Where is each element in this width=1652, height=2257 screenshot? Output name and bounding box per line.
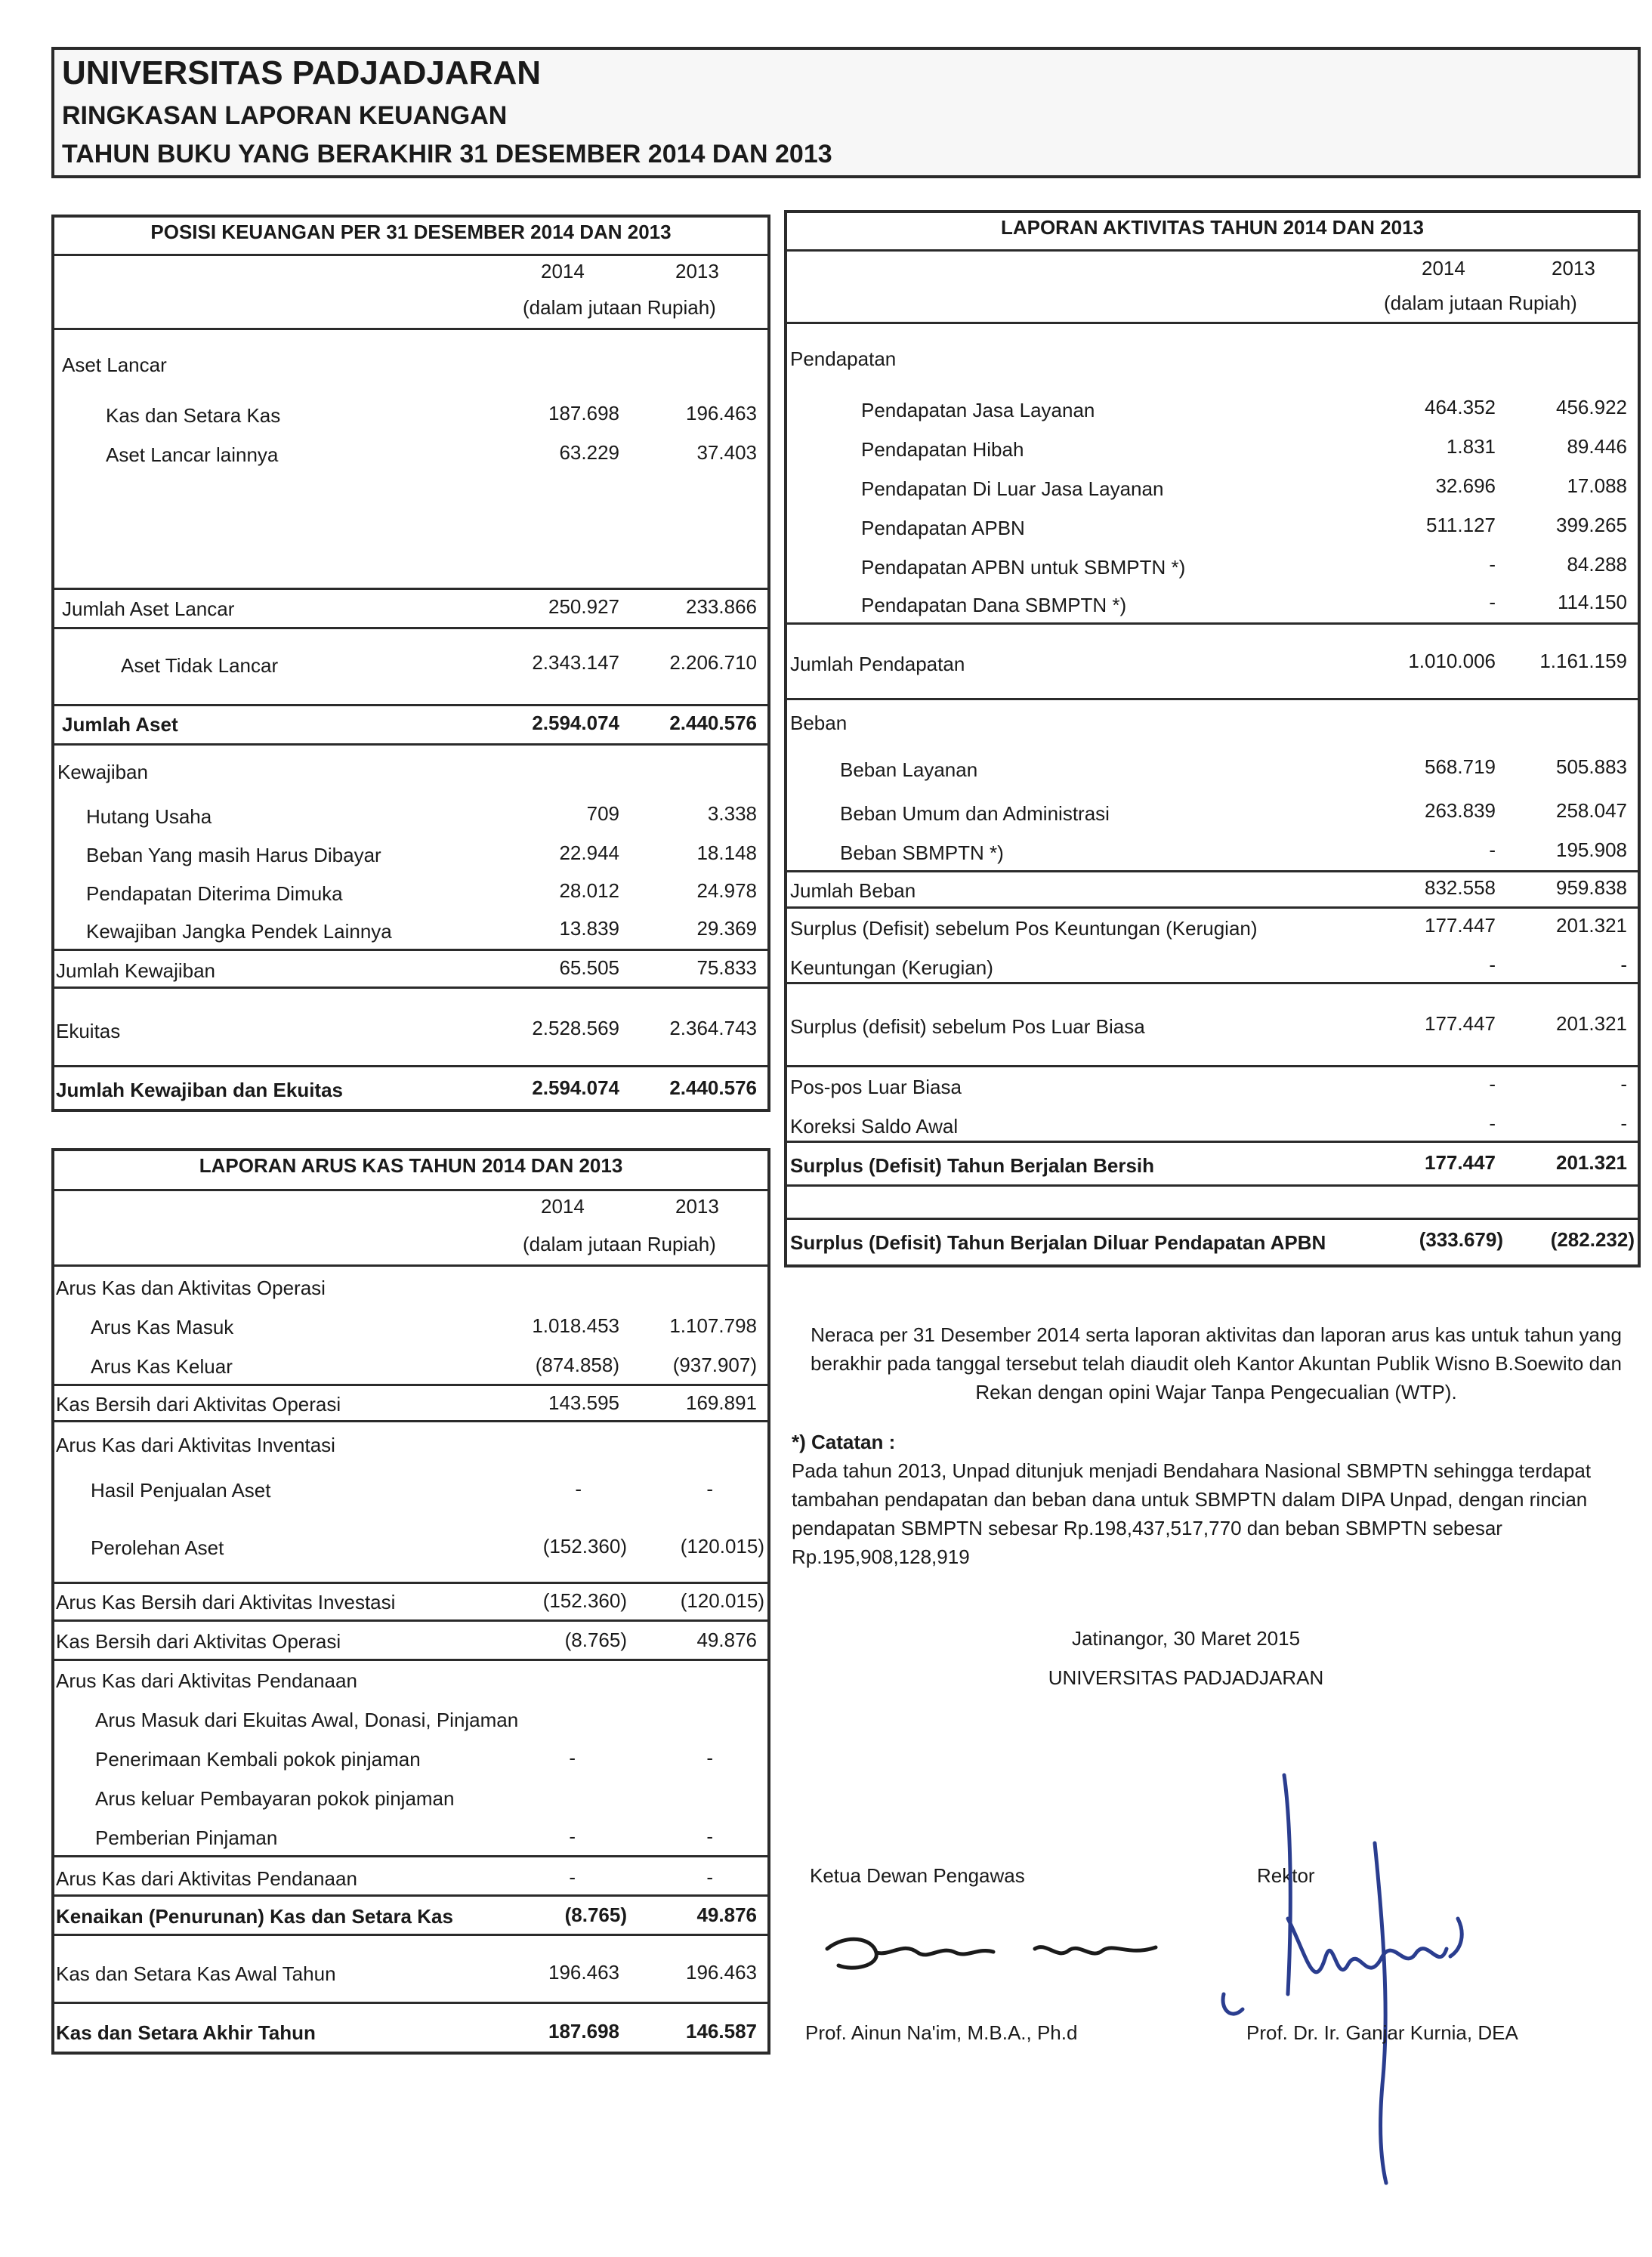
dana-sbmptn-label: Pendapatan Dana SBMPTN *) bbox=[861, 594, 1127, 616]
jumlah-beban-label: Jumlah Beban bbox=[790, 879, 916, 902]
aruskas-year-2013: 2013 bbox=[675, 1195, 719, 1218]
beban-bayar-2014: 22.944 bbox=[559, 841, 619, 864]
bersih-operasi2-2014: (8.765) bbox=[564, 1629, 627, 1651]
keuntungan-2014: - bbox=[1489, 953, 1496, 976]
pendapatan-heading: Pendapatan bbox=[790, 347, 897, 370]
jumlah-aset-lancar-2013: 233.866 bbox=[686, 595, 757, 618]
audit-line-3: Rekan dengan opini Wajar Tanpa Pengecualian (WTP). bbox=[975, 1381, 1457, 1403]
kew-lain-2014: 13.839 bbox=[559, 917, 619, 940]
jumlah-aset-lancar-2014: 250.927 bbox=[548, 595, 619, 618]
report-period: TAHUN BUKU YANG BERAKHIR 31 DESEMBER 2014 DAN 2013 bbox=[62, 140, 832, 168]
beban-bayar-2013: 18.148 bbox=[696, 841, 757, 864]
operasi-heading: Arus Kas dan Aktivitas Operasi bbox=[56, 1277, 326, 1299]
apbn-2014: 511.127 bbox=[1425, 514, 1496, 536]
role-rektor: Rektor bbox=[1257, 1864, 1315, 1887]
akhir-2014: 187.698 bbox=[548, 2020, 619, 2042]
koreksi-label: Koreksi Saldo Awal bbox=[790, 1115, 959, 1138]
beban-layanan-2013: 505.883 bbox=[1556, 755, 1627, 778]
report-subtitle: RINGKASAN LAPORAN KEUANGAN bbox=[62, 101, 508, 130]
hibah-label: Pendapatan Hibah bbox=[861, 438, 1024, 461]
jumlah-aset-2013: 2.440.576 bbox=[669, 712, 757, 734]
name-ketua: Prof. Ainun Na'im, M.B.A., Ph.d bbox=[805, 2021, 1078, 2044]
pend-dimuka-label: Pendapatan Diterima Dimuka bbox=[86, 882, 343, 905]
perolehan-2014: (152.360) bbox=[542, 1535, 627, 1558]
institution-name: UNIVERSITAS PADJADJARAN bbox=[1048, 1666, 1324, 1689]
aktivitas-year-2014: 2014 bbox=[1422, 257, 1465, 279]
surplus-bersih-label: Surplus (Defisit) Tahun Berjalan Bersih bbox=[790, 1154, 1155, 1177]
university-title: UNIVERSITAS PADJADJARAN bbox=[62, 54, 542, 91]
masuk-label: Arus Kas Masuk bbox=[91, 1316, 234, 1338]
akhir-2013: 146.587 bbox=[686, 2020, 757, 2042]
name-rektor: Prof. Dr. Ir. Ganjar Kurnia, DEA bbox=[1246, 2021, 1518, 2044]
surplus-bersih-2013: 201.321 bbox=[1556, 1151, 1627, 1174]
aset-tidak-lancar-2014: 2.343.147 bbox=[532, 651, 619, 674]
aset-lain-label: Aset Lancar lainnya bbox=[106, 443, 279, 466]
awal-2014: 196.463 bbox=[548, 1961, 619, 1984]
bersih-investasi-2014: (152.360) bbox=[542, 1589, 627, 1612]
aktivitas-title: LAPORAN AKTIVITAS TAHUN 2014 DAN 2013 bbox=[1000, 216, 1425, 239]
audit-line-2: berakhir pada tanggal tersebut telah diaudit oleh Kantor Akuntan Publik Wisno B.Soewito dan bbox=[811, 1352, 1622, 1375]
pos-luar-label: Pos-pos Luar Biasa bbox=[790, 1076, 962, 1098]
ekuitas-label: Ekuitas bbox=[56, 1020, 121, 1042]
penjualan-label: Hasil Penjualan Aset bbox=[91, 1479, 271, 1502]
apbn-label: Pendapatan APBN bbox=[861, 517, 1025, 539]
catatan-line-1: Pada tahun 2013, Unpad ditunjuk menjadi Bendahara Nasional SBMPTN sehingga terdapat bbox=[792, 1459, 1592, 1482]
koreksi-2013: - bbox=[1620, 1112, 1627, 1135]
kew-lain-2013: 29.369 bbox=[696, 917, 757, 940]
jumlah-kew-2014: 65.505 bbox=[559, 956, 619, 979]
aset-lain-2014: 63.229 bbox=[559, 441, 619, 464]
masuk-ekuitas-label: Arus Masuk dari Ekuitas Awal, Donasi, Pinjaman bbox=[95, 1709, 519, 1731]
beban-sbmptn-label: Beban SBMPTN *) bbox=[840, 841, 1004, 864]
surplus-luar-2014: 177.447 bbox=[1425, 1012, 1496, 1035]
posisi-title: POSISI KEUANGAN PER 31 DESEMBER 2014 DAN 2013 bbox=[150, 221, 672, 243]
beban-sbmptn-2013: 195.908 bbox=[1556, 838, 1627, 861]
beban-bayar-label: Beban Yang masih Harus Dibayar bbox=[86, 844, 381, 866]
pos-luar-2013: - bbox=[1620, 1073, 1627, 1095]
penerimaan-2013: - bbox=[706, 1746, 713, 1769]
jumlah-kew-2013: 75.833 bbox=[696, 956, 757, 979]
kenaikan-label: Kenaikan (Penurunan) Kas dan Setara Kas bbox=[56, 1905, 453, 1928]
role-ketua: Ketua Dewan Pengawas bbox=[810, 1864, 1025, 1887]
ekuitas-2013: 2.364.743 bbox=[669, 1017, 757, 1039]
jumlah-kew-ekuitas-2013: 2.440.576 bbox=[669, 1076, 757, 1099]
aset-tidak-lancar-label: Aset Tidak Lancar bbox=[121, 654, 279, 677]
hibah-2014: 1.831 bbox=[1446, 435, 1496, 458]
bersih-pendanaan-label: Arus Kas dari Aktivitas Pendanaan bbox=[56, 1867, 357, 1890]
luar-jasa-2014: 32.696 bbox=[1435, 474, 1496, 497]
luar-jasa-2013: 17.088 bbox=[1567, 474, 1627, 497]
posisi-year-2014: 2014 bbox=[541, 260, 585, 283]
apbn-sbmptn-2014: - bbox=[1489, 553, 1496, 576]
catatan-line-2: tambahan pendapatan dan beban dana untuk SBMPTN dalam DIPA Unpad, dengan rincian bbox=[792, 1488, 1588, 1511]
beban-heading: Beban bbox=[790, 712, 848, 734]
catatan-title: *) Catatan : bbox=[792, 1431, 896, 1453]
kew-lain-label: Kewajiban Jangka Pendek Lainnya bbox=[86, 920, 392, 943]
kas-label: Kas dan Setara Kas bbox=[106, 404, 281, 427]
beban-layanan-2014: 568.719 bbox=[1425, 755, 1496, 778]
surplus-apbn-2013: (282.232) bbox=[1550, 1228, 1635, 1251]
bersih-investasi-2013: (120.015) bbox=[680, 1589, 764, 1612]
pemberian-2014: - bbox=[569, 1825, 576, 1848]
pemberian-2013: - bbox=[706, 1825, 713, 1848]
dana-sbmptn-2014: - bbox=[1489, 591, 1496, 613]
surplus-bersih-2014: 177.447 bbox=[1425, 1151, 1496, 1174]
keluar-label: Arus Kas Keluar bbox=[91, 1355, 233, 1378]
jasa-label: Pendapatan Jasa Layanan bbox=[861, 399, 1095, 421]
jumlah-pend-2014: 1.010.006 bbox=[1408, 650, 1496, 672]
pemberian-label: Pemberian Pinjaman bbox=[95, 1826, 278, 1849]
catatan-line-3: pendapatan SBMPTN sebesar Rp.198,437,517,770 dan beban SBMPTN sebesar bbox=[792, 1517, 1502, 1539]
bersih-operasi-2014: 143.595 bbox=[548, 1391, 619, 1414]
jumlah-aset-label: Jumlah Aset bbox=[62, 713, 178, 736]
pendanaan-heading: Arus Kas dari Aktivitas Pendanaan bbox=[56, 1669, 357, 1692]
kewajiban-heading: Kewajiban bbox=[57, 761, 148, 783]
keluar-2013: (937.907) bbox=[672, 1354, 757, 1376]
kenaikan-2014: (8.765) bbox=[564, 1903, 627, 1926]
aruskas-unit: (dalam jutaan Rupiah) bbox=[523, 1233, 716, 1255]
jumlah-kew-label: Jumlah Kewajiban bbox=[56, 959, 216, 982]
pos-luar-2014: - bbox=[1489, 1073, 1496, 1095]
signature-ketua-image bbox=[816, 1919, 1163, 1987]
jumlah-kew-ekuitas-2014: 2.594.074 bbox=[532, 1076, 619, 1099]
jumlah-pend-2013: 1.161.159 bbox=[1539, 650, 1627, 672]
aruskas-title: LAPORAN ARUS KAS TAHUN 2014 DAN 2013 bbox=[199, 1154, 623, 1177]
surplus-luar-2013: 201.321 bbox=[1556, 1012, 1627, 1035]
hutang-2014: 709 bbox=[586, 802, 619, 825]
bersih-operasi2-label: Kas Bersih dari Aktivitas Operasi bbox=[56, 1630, 341, 1653]
ekuitas-2014: 2.528.569 bbox=[532, 1017, 619, 1039]
aktivitas-unit: (dalam jutaan Rupiah) bbox=[1384, 292, 1577, 314]
beban-layanan-label: Beban Layanan bbox=[840, 758, 978, 781]
perolehan-2013: (120.015) bbox=[680, 1535, 764, 1558]
aset-lain-2013: 37.403 bbox=[696, 441, 757, 464]
bersih-pendanaan-2013: - bbox=[706, 1866, 713, 1888]
penjualan-2013: - bbox=[706, 1477, 713, 1500]
keuntungan-2013: - bbox=[1620, 953, 1627, 976]
keuntungan-label: Keuntungan (Kerugian) bbox=[790, 956, 993, 979]
kas-2014: 187.698 bbox=[548, 402, 619, 425]
beban-umum-2014: 263.839 bbox=[1425, 799, 1496, 822]
inventasi-heading: Arus Kas dari Aktivitas Inventasi bbox=[56, 1434, 335, 1456]
aktivitas-year-2013: 2013 bbox=[1552, 257, 1595, 279]
pend-dimuka-2014: 28.012 bbox=[559, 879, 619, 902]
awal-2013: 196.463 bbox=[686, 1961, 757, 1984]
surplus-apbn-2014: (333.679) bbox=[1419, 1228, 1503, 1251]
penjualan-2014: - bbox=[575, 1477, 582, 1500]
awal-label: Kas dan Setara Kas Awal Tahun bbox=[56, 1962, 336, 1985]
signature-rektor-image bbox=[1201, 1768, 1549, 2191]
masuk-2014: 1.018.453 bbox=[532, 1314, 619, 1337]
jumlah-kew-ekuitas-label: Jumlah Kewajiban dan Ekuitas bbox=[56, 1079, 343, 1101]
surplus-apbn-label: Surplus (Defisit) Tahun Berjalan Diluar Pendapatan APBN bbox=[790, 1231, 1326, 1254]
surplus-pos-label: Surplus (Defisit) sebelum Pos Keuntungan (Kerugian) bbox=[790, 917, 1258, 940]
bersih-investasi-label: Arus Kas Bersih dari Aktivitas Investasi bbox=[56, 1591, 396, 1613]
aktivitas-panel bbox=[784, 210, 1641, 1267]
aset-lancar-heading: Aset Lancar bbox=[62, 354, 167, 376]
jumlah-aset-lancar-label: Jumlah Aset Lancar bbox=[62, 597, 235, 620]
penerimaan-label: Penerimaan Kembali pokok pinjaman bbox=[95, 1748, 421, 1771]
place-date: Jatinangor, 30 Maret 2015 bbox=[1071, 1627, 1301, 1650]
jumlah-beban-2014: 832.558 bbox=[1425, 876, 1496, 899]
surplus-pos-2014: 177.447 bbox=[1425, 914, 1496, 937]
hibah-2013: 89.446 bbox=[1567, 435, 1627, 458]
penerimaan-2014: - bbox=[569, 1746, 576, 1769]
audit-line-1: Neraca per 31 Desember 2014 serta laporan aktivitas dan laporan arus kas untuk tahun yang bbox=[811, 1323, 1622, 1346]
masuk-2013: 1.107.798 bbox=[669, 1314, 757, 1337]
koreksi-2014: - bbox=[1489, 1112, 1496, 1135]
aset-tidak-lancar-2013: 2.206.710 bbox=[669, 651, 757, 674]
aruskas-year-2014: 2014 bbox=[541, 1195, 585, 1218]
pend-dimuka-2013: 24.978 bbox=[696, 879, 757, 902]
catatan-line-4: Rp.195,908,128,919 bbox=[792, 1545, 970, 1568]
jumlah-pend-label: Jumlah Pendapatan bbox=[790, 653, 965, 675]
beban-sbmptn-2014: - bbox=[1489, 838, 1496, 861]
kenaikan-2013: 49.876 bbox=[696, 1903, 757, 1926]
apbn-2013: 399.265 bbox=[1556, 514, 1627, 536]
bersih-operasi-2013: 169.891 bbox=[686, 1391, 757, 1414]
beban-umum-2013: 258.047 bbox=[1556, 799, 1627, 822]
bersih-operasi2-2013: 49.876 bbox=[696, 1629, 757, 1651]
luar-jasa-label: Pendapatan Di Luar Jasa Layanan bbox=[861, 477, 1164, 500]
surplus-pos-2013: 201.321 bbox=[1556, 914, 1627, 937]
akhir-label: Kas dan Setara Akhir Tahun bbox=[56, 2021, 316, 2044]
jumlah-beban-2013: 959.838 bbox=[1556, 876, 1627, 899]
posisi-year-2013: 2013 bbox=[675, 260, 719, 283]
beban-umum-label: Beban Umum dan Administrasi bbox=[840, 802, 1110, 825]
bersih-operasi-label: Kas Bersih dari Aktivitas Operasi bbox=[56, 1393, 341, 1416]
keluar-2014: (874.858) bbox=[535, 1354, 619, 1376]
perolehan-label: Perolehan Aset bbox=[91, 1536, 224, 1559]
jasa-2014: 464.352 bbox=[1425, 396, 1496, 418]
jumlah-aset-2014: 2.594.074 bbox=[532, 712, 619, 734]
bersih-pendanaan-2014: - bbox=[569, 1866, 576, 1888]
hutang-label: Hutang Usaha bbox=[86, 805, 212, 828]
apbn-sbmptn-label: Pendapatan APBN untuk SBMPTN *) bbox=[861, 556, 1186, 579]
kas-2013: 196.463 bbox=[686, 402, 757, 425]
jasa-2013: 456.922 bbox=[1556, 396, 1627, 418]
keluar-pinjaman-label: Arus keluar Pembayaran pokok pinjaman bbox=[95, 1787, 455, 1810]
dana-sbmptn-2013: 114.150 bbox=[1557, 591, 1627, 613]
hutang-2013: 3.338 bbox=[707, 802, 757, 825]
apbn-sbmptn-2013: 84.288 bbox=[1567, 553, 1627, 576]
posisi-unit: (dalam jutaan Rupiah) bbox=[523, 296, 716, 319]
surplus-luar-label: Surplus (defisit) sebelum Pos Luar Biasa bbox=[790, 1015, 1145, 1038]
